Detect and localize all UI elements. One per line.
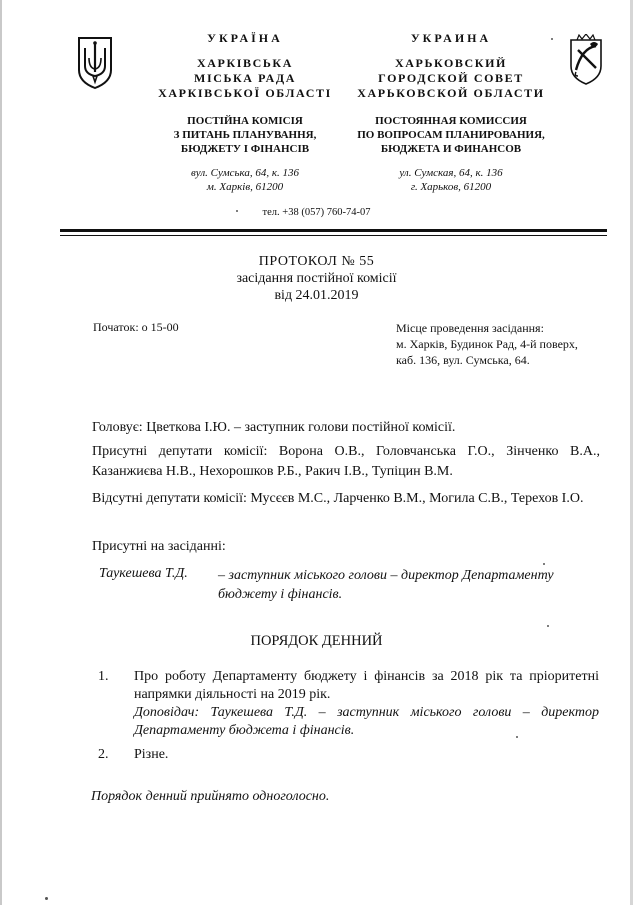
protocol-title: ПРОТОКОЛ № 55 [258,254,375,269]
council-ru-line: ХАРЬКОВСКОЙ ОБЛАСТИ [357,86,545,100]
agenda-item-number: 2. [98,747,109,762]
scan-edge-left [0,0,2,905]
agenda-item-body [134,668,599,740]
scan-speck [236,210,238,212]
header-divider-thin [60,235,607,236]
absent-deputies-paragraph: Відсутні депутати комісії: Мусєєв М.С., Ларченко В.М., Могила С.В., Терехов І.О. [92,491,584,506]
protocol-title-block [0,253,633,304]
guest-role: – заступник міського голови – директор Департаменту бюджету і фінансів. [218,568,554,602]
ukraine-trident-emblem-icon [76,36,114,90]
council-uk-line: ХАРКІВСЬКА [196,56,293,70]
council-uk-line: ХАРКІВСЬКОЇ ОБЛАСТІ [158,86,332,100]
commission-ru-line: ПОСТОЯННАЯ КОМИССИЯ [375,115,527,127]
council-ru [326,56,576,101]
header-divider-thick [60,229,607,232]
commission-ru [326,114,576,156]
guest-name: Таукешева Т.Д. [99,566,188,581]
address-ru-line: ул. Сумская, 64, к. 136 [399,167,503,179]
agenda-item-body [134,746,599,764]
commission-uk-line: ПОСТІЙНА КОМІСІЯ [187,115,303,127]
meeting-start: Початок: о 15-00 [93,320,179,334]
agenda-item-speaker: Доповідач: Таукешева Т.Д. – заступник міського голови – директор Департаменту бюджета і фінансів. [134,705,599,738]
commission-ru-line: ПО ВОПРОСАМ ПЛАНИРОВАНИЯ, [357,129,545,141]
agenda-adopted-note: Порядок денний прийнято одноголосно. [91,789,330,804]
address-ru [326,166,576,194]
council-ru-line: ХАРЬКОВСКИЙ [395,56,507,70]
agenda-item-text: Різне. [134,747,169,762]
protocol-subtitle: засідання постійної комісії [236,271,397,286]
agenda-item-number: 1. [98,669,109,684]
chair-paragraph: Головує: Цветкова І.Ю. – заступник голови постійної комісії. [92,420,456,435]
present-deputies-paragraph: Присутні депутати комісії: Ворона О.В., Головчанська Г.О., Зінченко В.А., Казанжиєва Н.В., Нехорошков Р.Б., Ракич І.В., Тупіцин В.М. [92,444,600,479]
commission-ru-line: БЮДЖЕТА И ФИНАНСОВ [380,143,522,155]
meeting-place [396,320,606,368]
meeting-place-line: каб. 136, вул. Сумська, 64. [396,353,530,367]
scan-speck [551,38,553,40]
phone-number: тел. +38 (057) 760-74-07 [262,207,371,218]
commission-uk-line: БЮДЖЕТУ І ФІНАНСІВ [180,143,310,155]
protocol-date: від 24.01.2019 [274,288,359,303]
meeting-place-line: Місце проведення засідання: [396,321,544,335]
council-uk-line: МІСЬКА РАДА [194,71,296,85]
agenda-item-text: Про роботу Департаменту бюджету і фінансів за 2018 рік та пріоритетні напрямки діяльності на 2019 рік. [134,669,599,702]
meeting-place-line: м. Харків, Будинок Рад, 4-й поверх, [396,337,578,351]
address-uk-line: вул. Сумська, 64, к. 136 [190,167,300,179]
agenda-title: ПОРЯДОК ДЕННИЙ [250,633,383,649]
country-uk: УКРАЇНА [207,31,283,45]
commission-uk-line: З ПИТАНЬ ПЛАНУВАННЯ, [173,129,317,141]
country-ru: УКРАИНА [410,31,492,45]
council-ru-line: ГОРОДСКОЙ СОВЕТ [378,71,524,85]
scan-speck [45,897,48,900]
scan-speck [516,736,518,738]
address-uk-line: м. Харків, 61200 [206,181,284,193]
scan-speck [543,563,545,565]
address-ru-line: г. Харьков, 61200 [410,181,492,193]
invited-label: Присутні на засіданні: [92,539,226,554]
scan-speck [547,625,549,627]
